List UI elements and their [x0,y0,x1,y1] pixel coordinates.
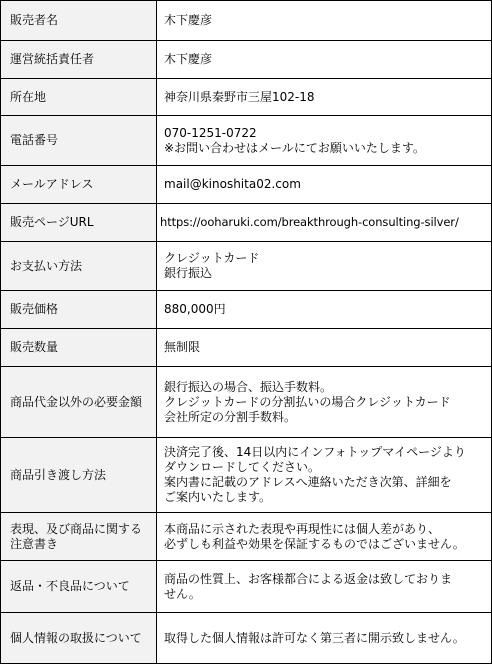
table-row [1,116,492,166]
value-line: 案内書に記載のアドレスへ連絡いただき次第、詳細を [164,475,452,489]
table-row [1,367,492,438]
row-value [157,1,492,41]
row-value [157,291,492,329]
value-line: 決済完了後、14日以内にインフォトップマイページより [164,445,466,459]
row-label: 商品代金以外の必要金額 [1,367,157,438]
row-label: 運営統括責任者 [1,41,157,79]
row-value [157,513,492,561]
row-label: 個人情報の取扱について [1,613,157,664]
row-label: 販売者名 [1,1,157,41]
value-line: 神奈川県秦野市三屋102-18 [164,89,315,104]
value-line: 無制限 [164,340,201,354]
row-value [157,329,492,367]
row-label: 電話番号 [1,116,157,166]
value-line: 木下慶彦 [164,13,213,27]
value-line: ご案内いたします。 [164,490,272,504]
row-label: 所在地 [1,79,157,116]
row-label: 商品引き渡し方法 [1,438,157,513]
value-line: 本商品に示された表現や再現性には個人差があり、 [164,521,441,536]
table-row [1,329,492,367]
table-row [1,613,492,664]
value-line: クレジットカードの分割払いの場合クレジットカード [164,394,451,409]
table-row [1,79,492,116]
table-row [1,513,492,561]
table-row [1,291,492,329]
row-label: 販売数量 [1,329,157,367]
row-label: メールアドレス [1,166,157,204]
table-row [1,166,492,204]
value-line: 銀行振込 [164,266,213,280]
table-row [1,242,492,291]
value-line: 会社所定の分割手数料。 [164,409,297,424]
table-row [1,561,492,613]
value-line: クレジットカード [164,251,260,265]
row-value [157,204,492,242]
row-value [157,613,492,664]
row-value [157,116,492,166]
row-value [157,166,492,204]
row-label: 返品・不良品について [1,561,157,613]
table-row [1,41,492,79]
value-line: 木下慶彦 [164,52,213,66]
value-line: 取得した個人情報は許可なく第三者に開示致しません。 [164,630,465,645]
row-value [157,242,492,291]
row-value [157,41,492,79]
label-line: 表現、及び商品に関する [10,521,143,536]
table-row [1,204,492,242]
value-line: 必ずしも利益や効果を保証するものではございません。 [164,536,465,551]
value-line: 商品の性質上、お客様都合による返金は致しておりま [164,571,453,586]
table-row [1,1,492,41]
value-line: ダウンロードしてください。 [164,460,321,474]
table-row [1,438,492,513]
row-value [157,438,492,513]
row-label: 販売価格 [1,291,157,329]
value-line: 880,000円 [164,302,226,316]
row-value [157,561,492,613]
value-line: せん。 [164,586,201,601]
value-line: 銀行振込の場合、振込手数料。 [164,379,333,394]
row-value [157,79,492,116]
row-label: 販売ページURL [1,204,157,242]
label-line: 注意書き [10,536,59,551]
email-link[interactable]: mail@kinoshita02.com [164,177,301,191]
value-line: 070-1251-0722 [164,125,257,140]
row-value [157,367,492,438]
row-label [1,513,157,561]
value-line: ※お問い合わせはメールにてお願いいたします。 [164,140,425,155]
sales-page-link[interactable]: https://ooharuki.com/breakthrough-consulting-silver/ [160,215,459,229]
row-label: お支払い方法 [1,242,157,291]
